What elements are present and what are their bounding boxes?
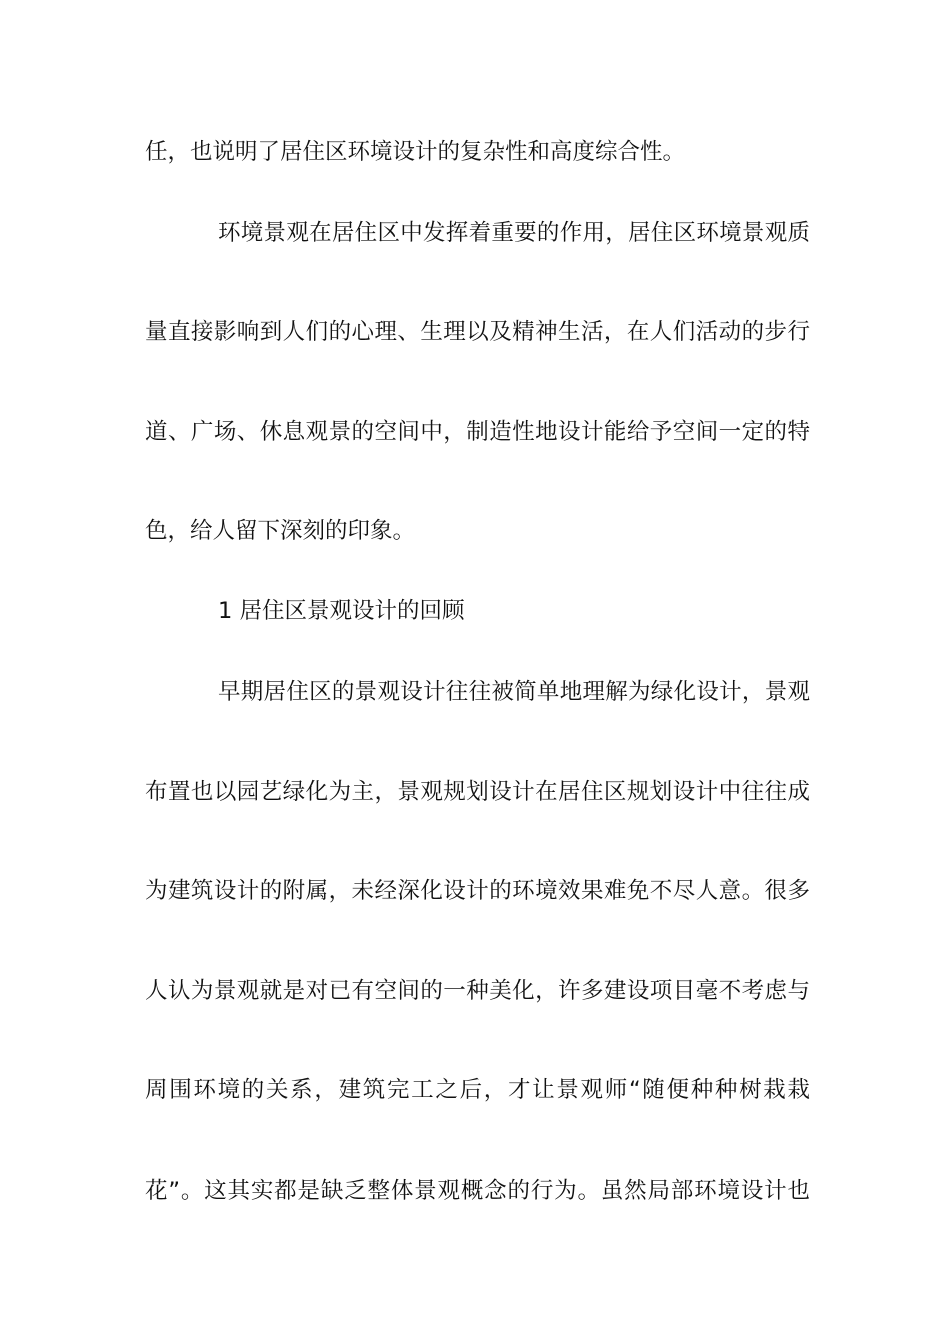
paragraph-line: 道、广场、休息观景的空间中，制造性地设计能给予空间一定的特 — [145, 419, 810, 445]
paragraph-line: 色，给人留下深刻的印象。 — [145, 518, 416, 544]
paragraph-line: 花”。这其实都是缺乏整体景观概念的行为。虽然局部环境设计也 — [145, 1178, 810, 1204]
section-heading: 1 居住区景观设计的回顾 — [218, 598, 465, 624]
paragraph-line: 环境景观在居住区中发挥着重要的作用，居住区环境景观质 — [218, 220, 810, 246]
paragraph-line: 周围环境的关系，建筑完工之后，才让景观师“随便种种树栽栽 — [145, 1077, 810, 1103]
paragraph-line: 人认为景观就是对已有空间的一种美化，许多建设项目毫不考虑与 — [145, 978, 810, 1004]
paragraph-line: 量直接影响到人们的心理、生理以及精神生活，在人们活动的步行 — [145, 319, 810, 345]
paragraph-line: 为建筑设计的附属，未经深化设计的环境效果难免不尽人意。很多 — [145, 878, 810, 904]
paragraph-line: 布置也以园艺绿化为主，景观规划设计在居住区规划设计中往往成 — [145, 779, 810, 805]
paragraph-line: 早期居住区的景观设计往往被简单地理解为绿化设计，景观 — [218, 679, 810, 705]
paragraph-line: 任，也说明了居住区环境设计的复杂性和高度综合性。 — [145, 139, 686, 165]
